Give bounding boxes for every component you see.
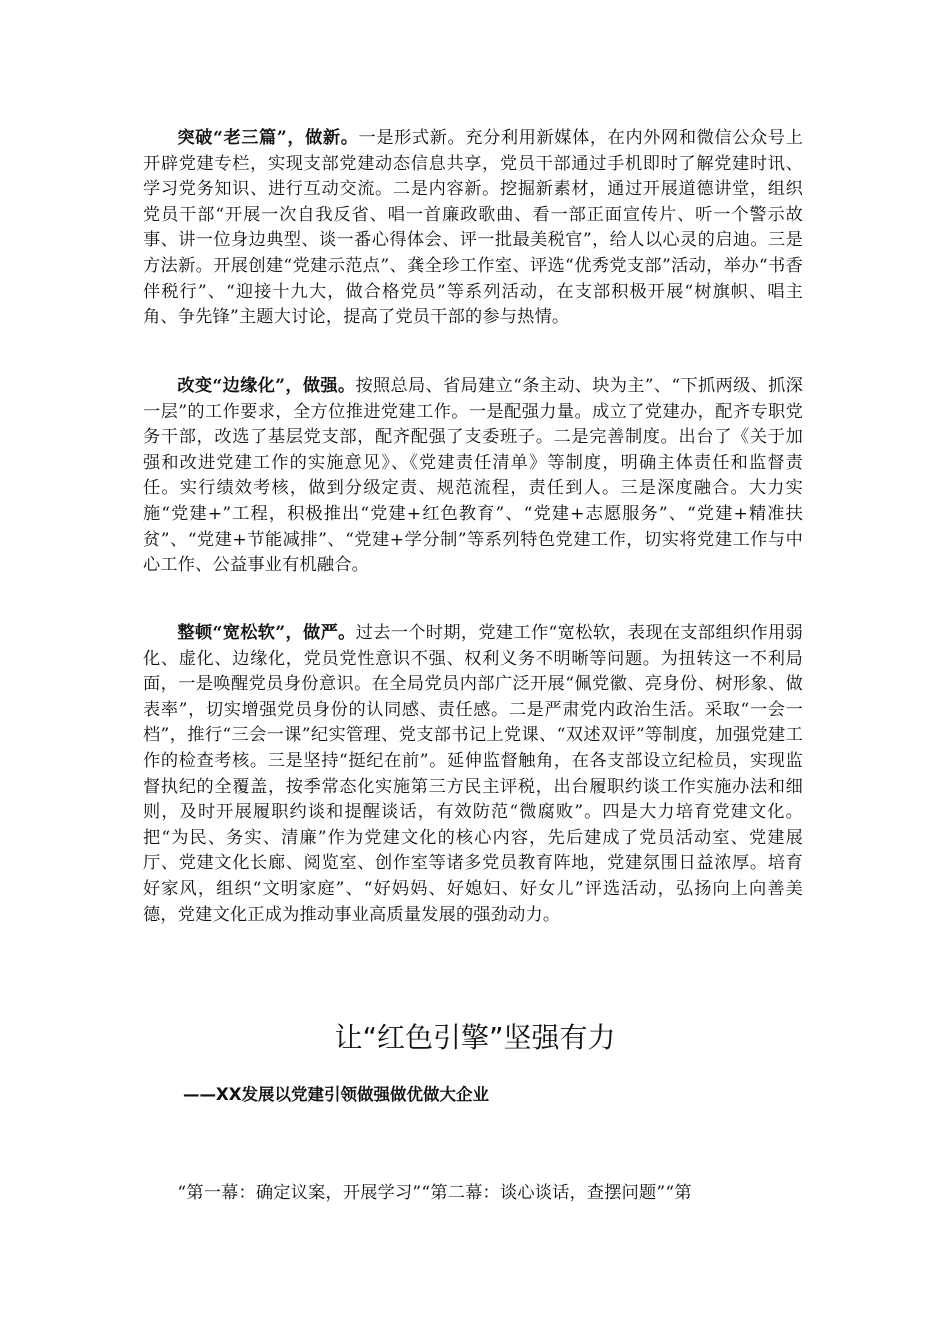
paragraph-lead: 突破“老三篇”，做新。 — [177, 128, 359, 148]
paragraph-body: 过去一个时期，党建工作“宽松软，表现在支部组织作用弱化、虚化、边缘化，党员党性意识不强、权利义务不明晰等问题。为扭转这一不利局面，一是唤醒党员身份意识。在全局党员内部广泛开展“佩党徽、亮身份、树形象、做表率”，切实增强党员身份的认同感、责任感。二是严肃党内政治生活。采取“一会一档”，推行“三会一课”纪实管理、党支部书记上党课、“双述双评”等制度，加强党建工作的检查考核。三是坚持“挺纪在前”。延伸监督触角，在各支部设立纪检员，实现监督执纪的全覆盖，按季常态化实施第三方民主评税，出台履职约谈工作实施办法和细则，及时开展履职约谈和提醒谈话，有效防范“微腐败”。四是大力培育党建文化。把“为民、务实、清廉”作为党建文化的核心内容，先后建成了党员活动室、党建展厅、党建文化长廊、阅览室、创作室等诸多党员教育阵地，党建氛围日益浓厚。培育好家风，组织“文明家庭”、“好妈妈、好媳妇、好女儿”评选活动，弘扬向上向善美德，党建文化正成为推动事业高质量发展的强劲动力。 — [143, 623, 803, 925]
paragraph-strengthen — [143, 374, 803, 579]
paragraph-innovate — [143, 126, 803, 331]
article-opening-line: “第一幕：确定议案，开展学习”“第二幕：谈心谈话，查摆问题”“第 — [177, 1183, 692, 1203]
paragraph-body: 一是形式新。充分利用新媒体，在内外网和微信公众号上开辟党建专栏，实现支部党建动态信息共享，党员干部通过手机即时了解党建时讯、学习党务知识、进行互动交流。二是内容新。挖掘新素材，通过开展道德讲堂，组织党员干部“开展一次自我反省、唱一首廉政歌曲、看一部正面宣传片、听一个警示故事、讲一位身边典型、谈一番心得体会、评一批最美税官”，给人以心灵的启迪。三是方法新。开展创建“党建示范点”、龚全珍工作室、评选“优秀党支部”活动，举办“书香伴税行”、“迎接十九大，做合格党员”等系列活动，在支部积极开展“树旗帜、唱主角、争先锋”主题大讨论，提高了党员干部的参与热情。 — [143, 128, 804, 328]
article-title: 让“红色引擎”坚强有力 — [334, 1021, 616, 1054]
paragraph-body: 按照总局、省局建立“条主动、块为主”、“下抓两级、抓深一层”的工作要求，全方位推进党建工作。一是配强力量。成立了党建办，配齐专职党务干部，改选了基层党支部，配齐配强了支委班子。二是完善制度。出台了《关于加强和改进党建工作的实施意见》、《党建责任清单》等制度，明确主体责任和监督责任。实行绩效考核，做到分级定责、规范流程，责任到人。三是深度融合。大力实施“党建+”工程，积极推出“党建+红色教育”、“党建+志愿服务”、“党建+精准扶贫”、“党建+节能减排”、“党建+学分制”等系列特色党建工作，切实将党建工作与中心工作、公益事业有机融合。 — [143, 376, 803, 576]
paragraph-tighten — [143, 621, 803, 928]
paragraph-lead: 整顿“宽松软”，做严。 — [177, 623, 356, 643]
article-subtitle: ——XX发展以党建引领做强做优做大企业 — [183, 1085, 489, 1104]
paragraph-lead: 改变“边缘化”，做强。 — [177, 376, 356, 396]
